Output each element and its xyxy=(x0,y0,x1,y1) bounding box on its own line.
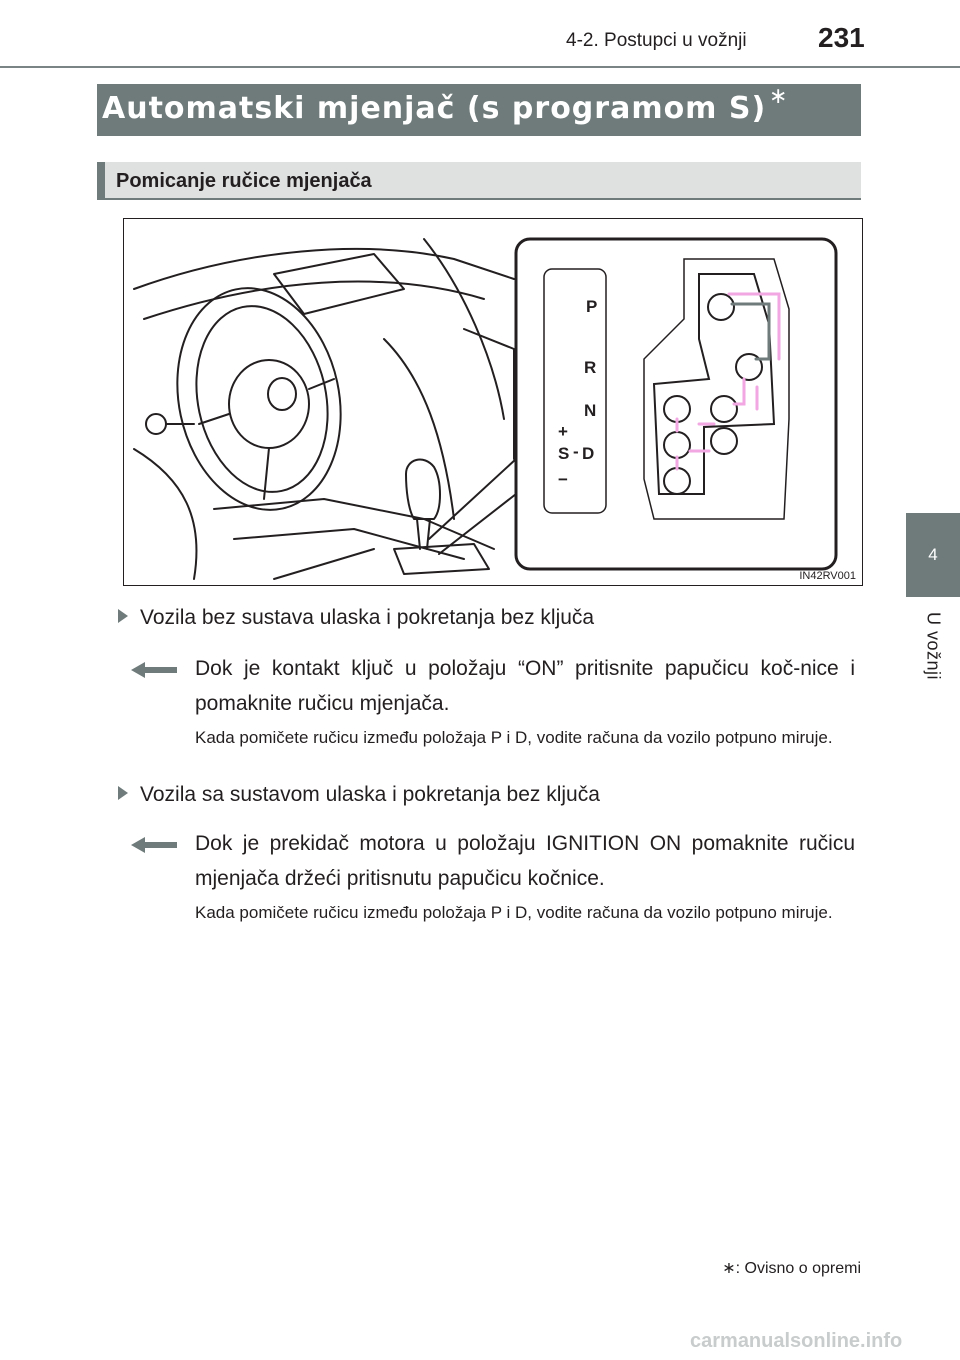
bullet-item xyxy=(118,606,594,630)
footnote: ∗: Ovisno o opremi xyxy=(722,1260,861,1277)
bullet-triangle-icon xyxy=(118,609,128,623)
illustration-drawing xyxy=(124,219,863,586)
steering-wheel-rim-inner xyxy=(180,294,344,505)
floor-line xyxy=(274,549,374,579)
bullet-item xyxy=(118,783,600,807)
steering-spoke xyxy=(309,379,334,389)
door-line xyxy=(464,329,514,459)
header-section-title: 4-2. Postupci u vožnji xyxy=(566,30,747,51)
step-instruction: Dok je kontakt ključ u položaju “ON” pritisnite papučicu koč-nice i pomaknite ručicu mjenjača. xyxy=(195,657,855,715)
steering-hub xyxy=(229,360,309,448)
page-title: Automatski mjenjač (s programom S) xyxy=(102,91,767,126)
dashboard-line xyxy=(144,282,484,319)
gear-label-d: D xyxy=(582,444,595,463)
gear-label-minus: − xyxy=(558,470,568,489)
subtitle: Pomicanje ručice mjenjača xyxy=(116,170,372,192)
chapter-tab: 4 xyxy=(906,513,960,597)
page-number: 231 xyxy=(818,22,865,53)
step-note: Kada pomičete ručicu između položaja P i D, vodite računa da vozilo potpuno miruje. xyxy=(195,903,833,922)
gear-boot xyxy=(394,544,489,574)
gear-label-dash: - xyxy=(573,442,579,461)
subtitle-accent xyxy=(97,162,105,200)
gear-label-n: N xyxy=(584,401,597,420)
header-divider xyxy=(0,66,960,68)
title-footnote-mark: ∗ xyxy=(769,83,788,108)
callout-line xyxy=(439,494,516,554)
bullet-text: Vozila bez sustava ulaska i pokretanja bez ključa xyxy=(140,606,595,629)
seat-line xyxy=(134,449,197,579)
gear-label-p: P xyxy=(586,297,598,316)
gear-label-r: R xyxy=(584,358,597,377)
steering-wheel-rim xyxy=(157,273,360,525)
step-arrow-icon xyxy=(131,662,177,678)
bullet-triangle-icon xyxy=(118,786,128,800)
console-line xyxy=(384,339,454,519)
gear-shaft xyxy=(417,519,430,549)
step-instruction: Dok je prekidač motora u položaju IGNITION ON pomaknite ručicu mjenjača držeći pritisnutu papučicu kočnice. xyxy=(195,832,855,890)
horn-emblem xyxy=(268,378,296,410)
watermark: carmanualsonline.info xyxy=(690,1330,903,1352)
chapter-label: U vožnji xyxy=(923,612,944,681)
shift-lever-illustration xyxy=(123,218,863,586)
stalk-knob xyxy=(146,414,166,434)
step-arrow-icon xyxy=(131,837,177,853)
bullet-text: Vozila sa sustavom ulaska i pokretanja bez ključa xyxy=(140,783,600,806)
step-note: Kada pomičete ručicu između položaja P i D, vodite računa da vozilo potpuno miruje. xyxy=(195,728,833,747)
gear-label-plus: + xyxy=(558,422,568,441)
gear-knob xyxy=(406,460,440,519)
gear-label-s: S xyxy=(558,444,570,463)
steering-spoke xyxy=(199,414,229,424)
figure-code: IN42RV001 xyxy=(799,570,856,582)
